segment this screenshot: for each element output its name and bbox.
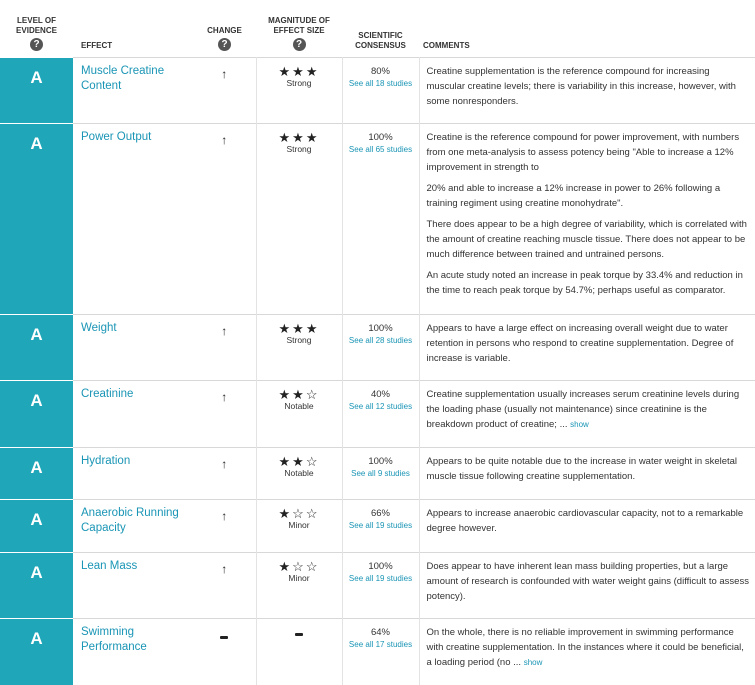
comment-paragraph [427,387,750,432]
evidence-grade: A [0,447,73,499]
comment-paragraph [427,625,750,670]
star-rating-icon: ★☆☆ [278,558,320,574]
evidence-grade: A [0,499,73,552]
see-all-studies-link[interactable]: See all 19 studies [348,573,413,583]
see-all-studies-link[interactable]: See all 9 studies [351,468,410,478]
comment-text: There does appear to be a high degree of variability, which is correlated with the amount of creatine reaching muscle tissue. There does not appear to be much difference between trained and untrained persons. [426,218,747,260]
see-all-studies-link[interactable]: See all 65 studies [348,144,413,154]
consensus-percent: 100% [368,322,393,334]
table-row [0,123,755,314]
level-of-evidence-header [0,0,73,57]
comment-text: Creatine is the reference compound for power improvement, with numbers from one meta-analysis to assess potency being "Able to increase a 12% improvement in strength to [426,131,740,173]
table-row [0,499,755,552]
star-rating-icon: ★★☆ [278,386,320,402]
evidence-grade: A [0,314,73,380]
arrow-up-icon: ↑ [221,66,228,81]
comment-paragraph [427,130,750,175]
effect-cell [73,314,193,380]
effect-link[interactable]: Muscle Creatine Content [81,64,165,92]
effect-cell [73,552,193,618]
magnitude-header-line1: MAGNITUDE OF [268,15,330,25]
comments-cell [419,57,755,123]
comments-cell [419,123,755,314]
magnitude-cell [256,57,342,123]
magnitude-cell [256,123,342,314]
help-icon[interactable]: ? [293,38,306,51]
table-row [0,618,755,685]
arrow-up-icon: ↑ [221,132,228,147]
magnitude-label: Minor [288,572,310,583]
comments-header: COMMENTS [423,40,470,50]
consensus-percent: 100% [368,560,393,572]
no-effect-dash-icon [295,633,303,636]
consensus-percent: 100% [368,455,393,467]
magnitude-cell [256,618,342,685]
effect-link[interactable]: Hydration [81,454,131,467]
effect-cell [73,57,193,123]
change-header-label: CHANGE [207,25,242,35]
magnitude-header [256,0,342,57]
comment-paragraph [427,454,750,484]
consensus-percent: 64% [370,626,390,638]
change-cell [193,499,256,552]
evidence-grade: A [0,57,73,123]
comment-paragraph [427,268,750,298]
magnitude-cell [256,447,342,499]
arrow-up-icon: ↑ [221,508,228,523]
magnitude-label: Minor [288,519,310,530]
consensus-header-line2: CONSENSUS [355,40,406,50]
star-rating-icon: ★★★ [278,63,320,79]
consensus-percent: 100% [368,131,393,143]
comment-text: Appears to increase anaerobic cardiovascular capacity, not to a remarkable degree however. [426,507,744,534]
change-cell [193,123,256,314]
effect-link[interactable]: Power Output [81,130,152,143]
magnitude-label: Strong [286,143,312,154]
consensus-cell [342,499,419,552]
change-cell [193,57,256,123]
evidence-grade: A [0,123,73,314]
comment-text: An acute study noted an increase in peak torque by 33.4% and reduction in the time to reach peak torque by 54.7%; perhaps useful as comparator. [426,269,743,296]
comment-paragraph [427,559,750,604]
change-cell [193,618,256,685]
star-rating-icon: ★★★ [278,129,320,145]
magnitude-label: Strong [286,334,312,345]
arrow-up-icon: ↑ [221,323,228,338]
comment-paragraph [427,506,750,536]
evidence-grade: A [0,380,73,447]
effect-link[interactable]: Swimming Performance [81,625,147,653]
change-header [193,0,256,57]
effect-cell [73,618,193,685]
consensus-percent: 40% [370,388,390,400]
effect-link[interactable]: Anaerobic Running Capacity [81,506,179,534]
consensus-header [342,0,419,57]
arrow-up-icon: ↑ [221,456,228,471]
help-icon[interactable]: ? [30,38,43,51]
star-rating-icon: ★★★ [278,320,320,336]
see-all-studies-link[interactable]: See all 19 studies [348,520,413,530]
comments-cell [419,447,755,499]
comment-text: On the whole, there is no reliable improvement in swimming performance with creatine supplementation. In the instances where it could be beneficial, a loading period (no ... [426,626,744,668]
see-all-studies-link[interactable]: See all 17 studies [348,639,413,649]
table-row [0,552,755,618]
star-rating-icon: ★☆☆ [278,505,320,521]
see-all-studies-link[interactable]: See all 28 studies [348,335,413,345]
comments-cell [419,380,755,447]
level-header-line1: LEVEL OF [17,15,56,25]
comment-paragraph [427,181,750,211]
change-cell [193,552,256,618]
consensus-cell [342,447,419,499]
evidence-grade: A [0,618,73,685]
magnitude-cell [256,380,342,447]
arrow-up-icon: ↑ [221,561,228,576]
effect-link[interactable]: Lean Mass [81,559,138,572]
consensus-cell [342,123,419,314]
effect-link[interactable]: Creatinine [81,387,134,400]
consensus-header-line1: SCIENTIFIC [358,30,403,40]
change-cell [193,447,256,499]
table-row [0,447,755,499]
effect-link[interactable]: Weight [81,321,117,334]
comment-text: Appears to be quite notable due to the increase in water weight in skeletal muscle tissue following creatine supplementation. [426,455,738,482]
comments-cell [419,314,755,380]
magnitude-label: Notable [284,400,314,411]
show-more-link[interactable]: show [523,657,543,667]
magnitude-header-line2: EFFECT SIZE [273,25,325,35]
change-cell [193,380,256,447]
magnitude-label: Strong [286,77,312,88]
see-all-studies-link[interactable]: See all 18 studies [348,78,413,88]
consensus-cell [342,618,419,685]
effect-cell [73,447,193,499]
show-more-link[interactable]: show [570,419,589,429]
magnitude-cell [256,314,342,380]
no-change-dash-icon [220,636,228,639]
table-row [0,314,755,380]
comments-cell [419,618,755,685]
change-cell [193,314,256,380]
star-rating-icon: ★★☆ [278,453,320,469]
comment-paragraph [427,64,750,109]
comment-text: Appears to have a large effect on increasing overall weight due to water retention in persons who respond to creatine supplementation. Degree of increase is variable. [426,322,734,364]
comment-text: 20% and able to increase a 12% increase in power to 26% following a training regiment using creatine monohydrate". [426,182,721,209]
see-all-studies-link[interactable]: See all 12 studies [348,401,413,411]
comment-text: Creatine supplementation usually increases serum creatinine levels during the loading phase (usually not maintenance) since creatinine is the breakdown product of creatine; ... [426,388,740,430]
consensus-cell [342,380,419,447]
table-row [0,380,755,447]
table-row [0,57,755,123]
comments-cell [419,552,755,618]
effect-cell [73,380,193,447]
help-icon[interactable]: ? [218,38,231,51]
magnitude-cell [256,552,342,618]
arrow-up-icon: ↑ [221,389,228,404]
level-header-line2: EVIDENCE [16,25,57,35]
consensus-cell [342,314,419,380]
comment-paragraph [427,321,750,366]
comment-text: Creatine supplementation is the reference compound for increasing muscular creatine levels; there is variability in this increase, however, with some nonresponders. [426,65,736,107]
effect-cell [73,123,193,314]
evidence-grade: A [0,552,73,618]
table-header [0,0,755,57]
effect-header[interactable]: EFFECT [81,40,113,50]
consensus-percent: 80% [370,65,390,77]
magnitude-cell [256,499,342,552]
consensus-cell [342,57,419,123]
comment-paragraph [427,217,750,262]
comment-text: Does appear to have inherent lean mass building properties, but a large amount of research is confounded with water weight gains (difficult to assess potency). [426,560,749,602]
comments-cell [419,499,755,552]
consensus-cell [342,552,419,618]
magnitude-label: Notable [284,467,314,478]
consensus-percent: 66% [370,507,390,519]
effect-cell [73,499,193,552]
